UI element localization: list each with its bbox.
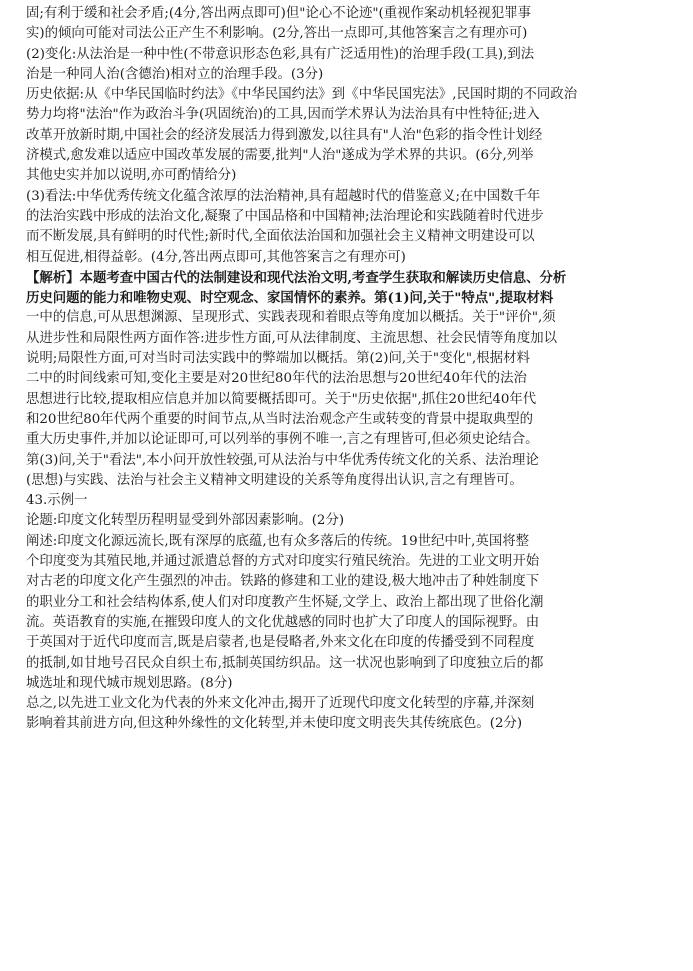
text-line: (思想)与实践、法治与社会主义精神文明建设的关系等角度得出认识,言之有理皆可。 [26, 472, 523, 488]
text-line: 实)的倾向可能对司法公正产生不利影响。(2分,答出一点即可,其他答案言之有理亦可) [26, 26, 528, 42]
text-line: 其他史实并加以说明,亦可酌情给分) [26, 168, 237, 184]
analysis-line: 历史问题的能力和唯物史观、时空观念、家国情怀的素养。第(1)问,关于"特点",提取材料 [26, 290, 554, 307]
text-line: 论题:印度文化转型历程明显受到外部因素影响。(2分) [26, 513, 345, 529]
text-line: 阐述:印度文化源远流长,既有深厚的底蕴,也有众多落后的传统。19世纪中叶,英国将整 [26, 533, 529, 549]
text-line: 重大历史事件,并加以论证即可,可以列举的事例不唯一,言之有理皆可,但必须史论结合。 [26, 432, 539, 448]
text-line: 影响着其前进方向,但这种外缘性的文化转型,并未使印度文明丧失其传统底色。(2分) [26, 716, 523, 732]
text-line: 思想进行比较,提取相应信息并加以简要概括即可。关于"历史依据",抓住20世纪40年代 [26, 391, 537, 407]
text-line: 的抵制,如甘地号召民众自织土布,抵制英国纺织品。这一状况也影响到了印度独立后的都 [26, 655, 544, 671]
text-line: 说明;局限性方面,可对当时司法实践中的弊端加以概括。第(2)问,关于"变化",根据材料 [26, 351, 530, 367]
text-line: 历史依据:从《中华民国临时约法》《中华民国约法》到《中华民国宪法》,民国时期的不同政治 [26, 87, 578, 103]
text-line: 的职业分工和社会结构体系,使人们对印度教产生怀疑,文学上、政治上都出现了世俗化潮 [26, 594, 544, 610]
text-line: 济模式,愈发难以适应中国改革发展的需要,批判"人治"遂成为学术界的共识。(6分,列举 [26, 148, 534, 164]
text-line: 流。英语教育的实施,在摧毁印度人的文化优越感的同时也扩大了印度人的国际视野。由 [26, 614, 540, 630]
text-line: 势力均将"法治"作为政治斗争(巩固统治)的工具,因而学术界认为法治具有中性特征;进入 [26, 107, 540, 123]
text-line: (3)看法:中华优秀传统文化蕴含浓厚的法治精神,具有超越时代的借鉴意义;在中国数千年 [26, 188, 541, 204]
text-line: 城选址和现代城市规划思路。(8分) [26, 675, 233, 691]
text-line: 和20世纪80年代两个重要的时间节点,从当时法治观念产生或转变的背景中提取典型的 [26, 411, 534, 427]
text-line: 的法治实践中形成的法治文化,凝聚了中国品格和中国精神;法治理论和实践随着时代进步 [26, 208, 544, 224]
text-line: 于英国对于近代印度而言,既是启蒙者,也是侵略者,外来文化在印度的传播受到不同程度 [26, 635, 535, 651]
text-line: 二中的时间线索可知,变化主要是对20世纪80年代的法治思想与20世纪40年代的法治 [26, 371, 527, 387]
text-line: 治是一种同人治(含德治)相对立的治理手段。(3分) [26, 66, 324, 82]
text-line: 对古老的印度文化产生强烈的冲击。铁路的修建和工业的建设,极大地冲击了种姓制度下 [26, 574, 540, 590]
text-line: 相互促进,相得益彰。(4分,答出两点即可,其他答案言之有理亦可) [26, 249, 406, 265]
question-number: 43.示例一 [26, 493, 88, 509]
text-line: 固;有利于缓和社会矛盾;(4分,答出两点即可)但"论心不论迹"(重视作案动机轻视犯罪事 [26, 6, 532, 21]
text-line: 总之,以先进工业文化为代表的外来文化冲击,揭开了近现代印度文化转型的序幕,并深刻 [26, 696, 535, 712]
analysis-line: 【解析】本题考查中国古代的法制建设和现代法治文明,考查学生获取和解读历史信息、分析 [26, 269, 567, 286]
text-line: 个印度变为其殖民地,并通过派遣总督的方式对印度实行殖民统治。先进的工业文明开始 [26, 554, 540, 570]
text-line: 从进步性和局限性两方面作答:进步性方面,可从法律制度、主流思想、社会民情等角度加以 [26, 330, 557, 346]
text-line: 第(3)问,关于"看法",本小问开放性较强,可从法治与中华优秀传统文化的关系、法治理论 [26, 452, 539, 468]
text-line: 一中的信息,可从思想渊源、呈现形式、实践表现和着眼点等角度加以概括。关于"评价",须 [26, 310, 556, 326]
text-line: 改革开放新时期,中国社会的经济发展活力得到激发,以往具有"人治"色彩的指令性计划经 [26, 127, 543, 143]
text-line: (2)变化:从法治是一种中性(不带意识形态色彩,具有广泛适用性)的治理手段(工具),到法 [26, 46, 535, 62]
text-line: 而不断发展,具有鲜明的时代性;新时代,全面依法治国和加强社会主义精神文明建设可以 [26, 229, 535, 245]
